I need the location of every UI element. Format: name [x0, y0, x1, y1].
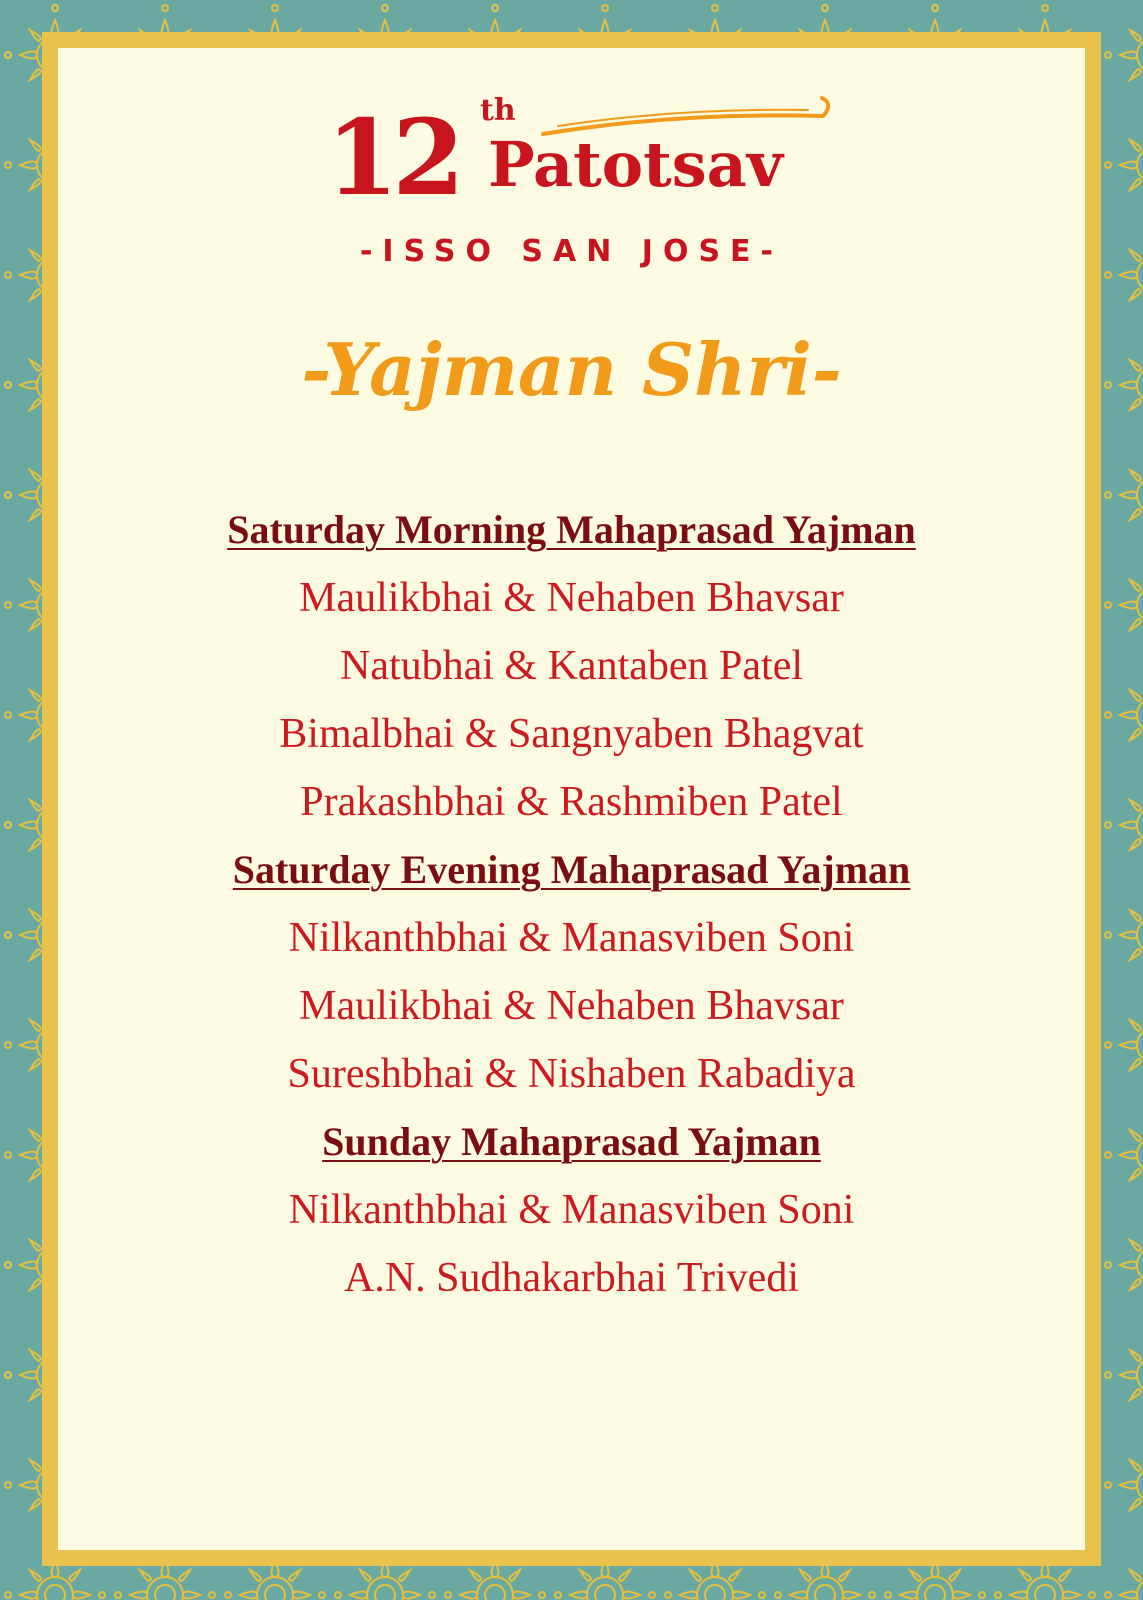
yajman-name: Nilkanthbhai & Manasviben Soni: [288, 915, 855, 961]
yajman-name: Natubhai & Kantaben Patel: [339, 643, 804, 689]
page-title: -Yajman Shri-: [301, 327, 842, 412]
yajman-name: Bimalbhai & Sangnyaben Bhagvat: [279, 711, 864, 757]
yajman-name: Nilkanthbhai & Manasviben Soni: [288, 1187, 855, 1233]
logo-subtitle: -ISSO SAN JOSE-: [359, 234, 784, 269]
section-heading: Saturday Morning Mahaprasad Yajman: [227, 507, 916, 552]
yajman-name: A.N. Sudhakarbhai Trivedi: [344, 1255, 799, 1301]
logo-ordinal-suffix: th: [480, 93, 516, 128]
logo-word: Patotsav: [488, 128, 783, 201]
section-heading: Saturday Evening Mahaprasad Yajman: [232, 847, 911, 892]
yajman-name: Prakashbhai & Rashmiben Patel: [300, 779, 843, 825]
section-heading: Sunday Mahaprasad Yajman: [322, 1119, 821, 1164]
yajman-list: [0, 496, 1143, 1312]
patotsav-logo: [0, 88, 1143, 288]
logo-number: 12: [326, 96, 459, 219]
yajman-name: Maulikbhai & Nehaben Bhavsar: [299, 575, 844, 621]
yajman-name: Maulikbhai & Nehaben Bhavsar: [299, 983, 844, 1029]
yajman-name: Sureshbhai & Nishaben Rabadiya: [287, 1051, 856, 1097]
